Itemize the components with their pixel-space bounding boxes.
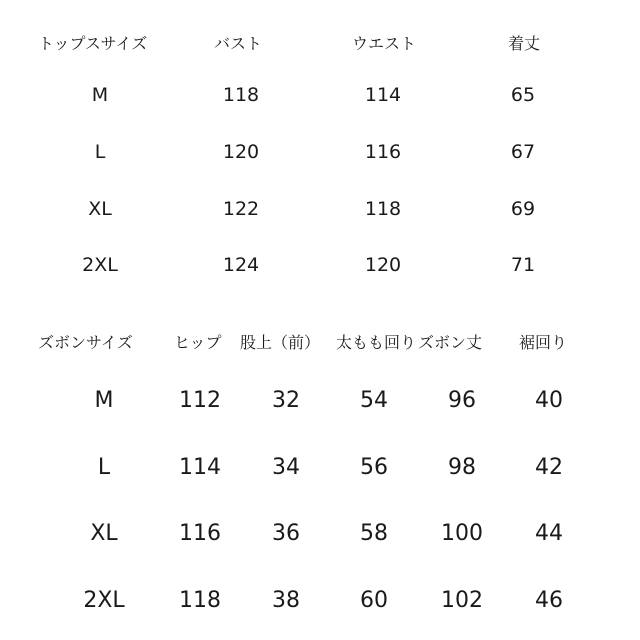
tops-row-l-size: L — [94, 141, 106, 163]
bottoms-row-l-thigh: 56 — [360, 455, 388, 480]
bottoms-row-m-hip: 112 — [179, 388, 221, 413]
tops-row-l-bust: 120 — [222, 141, 260, 163]
bottoms-row-l-size: L — [97, 455, 111, 480]
bottoms-row-2xl-thigh: 60 — [360, 588, 388, 613]
tops-header-size: トップスサイズ — [38, 34, 148, 53]
bottoms-row-l-hem: 42 — [535, 455, 563, 480]
bottoms-row-m-length: 96 — [448, 388, 476, 413]
bottoms-row-m-thigh: 54 — [360, 388, 388, 413]
tops-row-m-waist: 114 — [364, 84, 402, 106]
tops-row-m-size: M — [91, 84, 109, 106]
tops-row-xl-size: XL — [88, 198, 112, 220]
tops-header-length: 着丈 — [508, 34, 541, 53]
bottoms-row-2xl-hip: 118 — [179, 588, 221, 613]
bottoms-header-length: ズボン丈 — [418, 333, 483, 352]
bottoms-header-size: ズボンサイズ — [38, 333, 133, 352]
bottoms-header-thigh: 太もも回り — [336, 333, 417, 352]
tops-row-2xl-waist: 120 — [364, 254, 402, 276]
bottoms-row-xl-hem: 44 — [535, 521, 563, 546]
bottoms-header-hip: ヒップ — [174, 333, 222, 352]
bottoms-row-l-hip: 114 — [179, 455, 221, 480]
bottoms-row-xl-hip: 116 — [179, 521, 221, 546]
tops-row-m-length: 65 — [510, 84, 536, 106]
bottoms-row-2xl-rise: 38 — [272, 588, 300, 613]
tops-row-2xl-length: 71 — [510, 254, 536, 276]
bottoms-row-xl-length: 100 — [441, 521, 483, 546]
bottoms-row-m-hem: 40 — [535, 388, 563, 413]
tops-row-xl-bust: 122 — [222, 198, 260, 220]
tops-row-xl-length: 69 — [510, 198, 536, 220]
bottoms-row-m-size: M — [94, 388, 114, 413]
bottoms-row-2xl-hem: 46 — [535, 588, 563, 613]
tops-row-2xl-bust: 124 — [222, 254, 260, 276]
tops-row-xl-waist: 118 — [364, 198, 402, 220]
bottoms-row-2xl-length: 102 — [441, 588, 483, 613]
bottoms-header-hem: 裾回り — [519, 333, 568, 352]
tops-header-bust: バスト — [214, 34, 263, 53]
bottoms-row-l-length: 98 — [448, 455, 476, 480]
tops-row-l-length: 67 — [510, 141, 536, 163]
bottoms-header-rise: 股上（前） — [240, 333, 321, 352]
bottoms-row-2xl-size: 2XL — [83, 588, 125, 613]
bottoms-row-xl-size: XL — [90, 521, 118, 546]
tops-row-l-waist: 116 — [364, 141, 402, 163]
tops-row-2xl-size: 2XL — [82, 254, 118, 276]
bottoms-row-m-rise: 32 — [272, 388, 300, 413]
tops-header-waist: ウエスト — [352, 34, 417, 53]
tops-row-m-bust: 118 — [222, 84, 260, 106]
bottoms-row-xl-rise: 36 — [272, 521, 300, 546]
bottoms-row-xl-thigh: 58 — [360, 521, 388, 546]
bottoms-row-l-rise: 34 — [272, 455, 300, 480]
